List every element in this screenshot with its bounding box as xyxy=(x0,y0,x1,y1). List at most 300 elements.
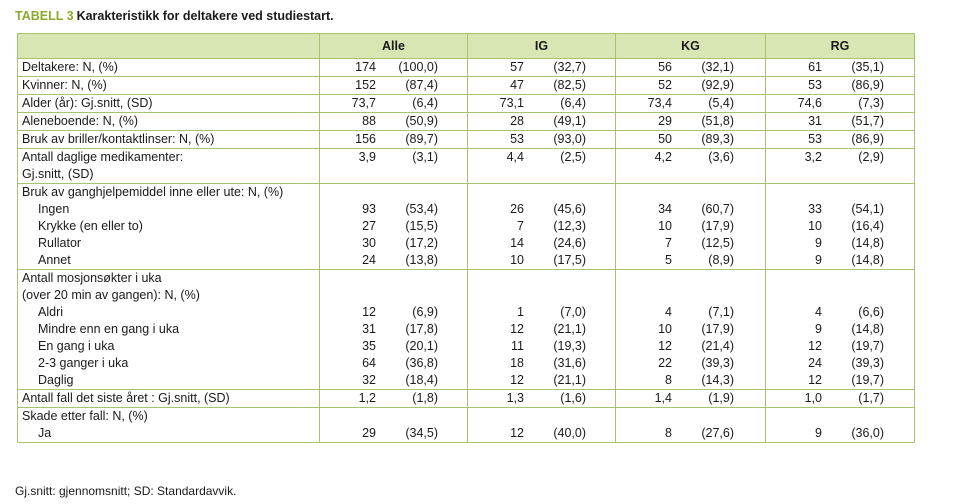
value-percent: (17,2) xyxy=(405,236,438,250)
value-pair xyxy=(324,218,463,235)
value-percent: (82,5) xyxy=(553,78,586,92)
value-percent: (14,8) xyxy=(851,236,884,250)
row-label-cell xyxy=(18,95,320,113)
table-row xyxy=(18,95,915,113)
value-pair xyxy=(620,113,761,130)
value-pair xyxy=(472,338,611,355)
value-cell xyxy=(766,270,915,390)
value-number: 22 xyxy=(658,356,672,370)
value-number: 1,0 xyxy=(804,391,822,405)
value-number: 12 xyxy=(808,373,822,387)
value-number: 29 xyxy=(362,426,376,440)
spacer-line xyxy=(620,270,761,287)
value-pair xyxy=(770,321,910,338)
value-number: 73,1 xyxy=(499,96,524,110)
value-number: 4,2 xyxy=(654,150,672,164)
value-percent: (51,7) xyxy=(851,114,884,128)
sub-label: Aldri xyxy=(38,305,64,319)
value-number: 35 xyxy=(362,339,376,353)
value-number: 1 xyxy=(517,305,524,319)
value-cell xyxy=(468,149,616,184)
table-row xyxy=(18,390,915,408)
value-number: 9 xyxy=(815,236,822,250)
value-number: 29 xyxy=(658,114,672,128)
value-cell xyxy=(320,184,468,270)
table-row xyxy=(18,149,915,184)
value-cell xyxy=(468,270,616,390)
value-number: 14 xyxy=(510,236,524,250)
value-number: 12 xyxy=(808,339,822,353)
value-percent: (21,1) xyxy=(553,322,586,336)
value-number: 30 xyxy=(362,236,376,250)
value-cell xyxy=(616,77,766,95)
row-label: Bruk av briller/kontaktlinser: N, (%) xyxy=(22,132,215,146)
value-percent: (6,4) xyxy=(412,96,438,110)
value-cell xyxy=(616,270,766,390)
value-pair xyxy=(620,201,761,218)
value-pair xyxy=(620,355,761,372)
table-row xyxy=(18,270,915,390)
value-number: 4,4 xyxy=(506,150,524,164)
table-title: Karakteristikk for deltakere ved studiestart. xyxy=(76,9,334,23)
spacer-line xyxy=(620,408,761,425)
value-percent: (21,1) xyxy=(553,373,586,387)
row-label: Skade etter fall: N, (%) xyxy=(22,409,148,423)
value-cell xyxy=(766,77,915,95)
value-pair xyxy=(324,201,463,218)
value-percent: (36,0) xyxy=(851,426,884,440)
value-percent: (1,8) xyxy=(412,391,438,405)
value-number: 53 xyxy=(510,132,524,146)
row-label-cell xyxy=(18,77,320,95)
table-row xyxy=(18,184,915,270)
header-cell-label xyxy=(18,34,320,59)
footnote: Gj.snitt: gjennomsnitt; SD: Standardavvik. xyxy=(15,484,237,498)
value-pair xyxy=(324,95,463,112)
value-cell xyxy=(766,390,915,408)
value-number: 18 xyxy=(510,356,524,370)
value-pair xyxy=(770,355,910,372)
value-percent: (13,8) xyxy=(405,253,438,267)
value-percent: (3,1) xyxy=(412,150,438,164)
row-label: Alder (år): Gj.snitt, (SD) xyxy=(22,96,153,110)
value-percent: (18,4) xyxy=(405,373,438,387)
row-label: Bruk av ganghjelpemiddel inne eller ute: N, (%) xyxy=(22,185,284,199)
value-percent: (40,0) xyxy=(553,426,586,440)
value-pair xyxy=(770,77,910,94)
value-number: 47 xyxy=(510,78,524,92)
value-number: 1,3 xyxy=(506,391,524,405)
value-pair xyxy=(620,372,761,389)
row-label: Antall fall det siste året : Gj.snitt, (SD) xyxy=(22,391,230,405)
value-number: 12 xyxy=(510,426,524,440)
value-pair xyxy=(620,338,761,355)
value-cell xyxy=(320,149,468,184)
value-pair xyxy=(770,372,910,389)
value-number: 7 xyxy=(665,236,672,250)
value-pair xyxy=(620,77,761,94)
value-percent: (31,6) xyxy=(553,356,586,370)
row-label: Deltakere: N, (%) xyxy=(22,60,118,74)
row-label-cell xyxy=(18,149,320,184)
value-cell xyxy=(468,95,616,113)
value-number: 10 xyxy=(658,219,672,233)
value-pair xyxy=(620,390,761,407)
header-cell-alle: Alle xyxy=(320,34,468,59)
value-number: 52 xyxy=(658,78,672,92)
value-pair xyxy=(472,59,611,76)
value-number: 26 xyxy=(510,202,524,216)
value-percent: (1,9) xyxy=(708,391,734,405)
value-pair xyxy=(472,425,611,442)
value-cell xyxy=(320,408,468,443)
value-number: 88 xyxy=(362,114,376,128)
value-percent: (6,9) xyxy=(412,305,438,319)
table-row xyxy=(18,59,915,77)
value-percent: (87,4) xyxy=(405,78,438,92)
spacer-line xyxy=(770,287,910,304)
value-pair xyxy=(620,218,761,235)
value-percent: (100,0) xyxy=(398,60,438,74)
value-cell xyxy=(766,113,915,131)
value-number: 12 xyxy=(510,322,524,336)
value-cell xyxy=(616,95,766,113)
row-label-cell xyxy=(18,408,320,443)
value-number: 64 xyxy=(362,356,376,370)
value-pair xyxy=(620,59,761,76)
row-label-cell xyxy=(18,59,320,77)
value-percent: (92,9) xyxy=(701,78,734,92)
value-pair xyxy=(472,131,611,148)
row-label-cell xyxy=(18,131,320,149)
value-cell xyxy=(616,131,766,149)
table-number: TABELL 3 xyxy=(15,9,74,23)
value-pair xyxy=(770,201,910,218)
value-percent: (32,1) xyxy=(701,60,734,74)
sub-label: Krykke (en eller to) xyxy=(38,219,143,233)
value-percent: (1,6) xyxy=(560,391,586,405)
value-percent: (36,8) xyxy=(405,356,438,370)
value-pair xyxy=(770,113,910,130)
value-percent: (6,4) xyxy=(560,96,586,110)
spacer-line xyxy=(472,184,611,201)
value-number: 53 xyxy=(808,132,822,146)
value-pair xyxy=(770,425,910,442)
value-number: 31 xyxy=(362,322,376,336)
value-pair xyxy=(324,149,463,166)
value-cell xyxy=(468,390,616,408)
value-percent: (7,0) xyxy=(560,305,586,319)
value-number: 4 xyxy=(815,305,822,319)
spacer-line xyxy=(620,287,761,304)
value-pair xyxy=(620,252,761,269)
value-pair xyxy=(472,149,611,166)
row-label-cell xyxy=(18,113,320,131)
value-percent: (17,9) xyxy=(701,322,734,336)
value-percent: (86,9) xyxy=(851,132,884,146)
value-percent: (20,1) xyxy=(405,339,438,353)
value-cell xyxy=(320,113,468,131)
value-percent: (19,3) xyxy=(553,339,586,353)
value-pair xyxy=(620,425,761,442)
value-percent: (3,6) xyxy=(708,150,734,164)
value-cell xyxy=(616,408,766,443)
value-number: 93 xyxy=(362,202,376,216)
value-percent: (2,5) xyxy=(560,150,586,164)
table-row xyxy=(18,77,915,95)
value-pair xyxy=(770,131,910,148)
spacer-line xyxy=(472,270,611,287)
value-pair xyxy=(620,321,761,338)
spacer-line xyxy=(770,270,910,287)
value-cell xyxy=(766,184,915,270)
value-percent: (2,9) xyxy=(858,150,884,164)
sub-label: Ingen xyxy=(38,202,70,216)
value-number: 10 xyxy=(510,253,524,267)
value-number: 1,2 xyxy=(358,391,376,405)
table-row xyxy=(18,131,915,149)
value-percent: (21,4) xyxy=(701,339,734,353)
value-pair xyxy=(472,321,611,338)
value-percent: (60,7) xyxy=(701,202,734,216)
value-percent: (89,7) xyxy=(405,132,438,146)
value-percent: (7,1) xyxy=(708,305,734,319)
value-number: 32 xyxy=(362,373,376,387)
value-cell xyxy=(766,149,915,184)
value-number: 57 xyxy=(510,60,524,74)
value-percent: (45,6) xyxy=(553,202,586,216)
value-pair xyxy=(620,235,761,252)
spacer-line xyxy=(324,408,463,425)
value-percent: (27,6) xyxy=(701,426,734,440)
value-pair xyxy=(620,95,761,112)
value-number: 24 xyxy=(362,253,376,267)
value-pair xyxy=(770,59,910,76)
value-number: 10 xyxy=(658,322,672,336)
sub-label: Daglig xyxy=(38,373,74,387)
value-number: 3,9 xyxy=(358,150,376,164)
spacer-line xyxy=(620,184,761,201)
value-number: 7 xyxy=(517,219,524,233)
value-cell xyxy=(320,59,468,77)
value-pair xyxy=(472,390,611,407)
row-label-cont: (over 20 min av gangen): N, (%) xyxy=(22,288,200,302)
value-number: 156 xyxy=(355,132,376,146)
value-percent: (19,7) xyxy=(851,339,884,353)
value-cell xyxy=(616,390,766,408)
value-pair xyxy=(324,235,463,252)
value-percent: (14,8) xyxy=(851,322,884,336)
value-pair xyxy=(472,355,611,372)
value-pair xyxy=(620,304,761,321)
value-pair xyxy=(472,304,611,321)
value-percent: (24,6) xyxy=(553,236,586,250)
value-percent: (54,1) xyxy=(851,202,884,216)
value-number: 74,6 xyxy=(797,96,822,110)
value-cell xyxy=(766,59,915,77)
value-percent: (50,9) xyxy=(405,114,438,128)
table-row xyxy=(18,408,915,443)
value-pair xyxy=(324,390,463,407)
value-pair xyxy=(324,372,463,389)
spacer-line xyxy=(324,184,463,201)
value-number: 61 xyxy=(808,60,822,74)
value-percent: (7,3) xyxy=(858,96,884,110)
value-cell xyxy=(616,59,766,77)
sub-label: En gang i uka xyxy=(38,339,115,353)
value-number: 152 xyxy=(355,78,376,92)
value-pair xyxy=(770,218,910,235)
value-pair xyxy=(472,235,611,252)
value-percent: (35,1) xyxy=(851,60,884,74)
value-cell xyxy=(616,149,766,184)
value-pair xyxy=(324,59,463,76)
value-pair xyxy=(324,321,463,338)
value-percent: (17,8) xyxy=(405,322,438,336)
value-pair xyxy=(770,304,910,321)
value-percent: (89,3) xyxy=(701,132,734,146)
value-number: 9 xyxy=(815,253,822,267)
row-label: Kvinner: N, (%) xyxy=(22,78,107,92)
value-pair xyxy=(770,338,910,355)
value-number: 3,2 xyxy=(804,150,822,164)
value-number: 12 xyxy=(658,339,672,353)
header-cell-kg: KG xyxy=(616,34,766,59)
value-pair xyxy=(472,252,611,269)
value-pair xyxy=(324,425,463,442)
value-percent: (14,8) xyxy=(851,253,884,267)
value-number: 53 xyxy=(808,78,822,92)
value-cell xyxy=(468,59,616,77)
table-row xyxy=(18,113,915,131)
spacer-line xyxy=(324,287,463,304)
value-percent: (19,7) xyxy=(851,373,884,387)
value-number: 8 xyxy=(665,426,672,440)
header-row xyxy=(18,34,915,59)
value-number: 34 xyxy=(658,202,672,216)
value-number: 4 xyxy=(665,305,672,319)
value-cell xyxy=(616,113,766,131)
value-cell xyxy=(320,77,468,95)
sub-label: Ja xyxy=(38,426,52,440)
value-percent: (17,5) xyxy=(553,253,586,267)
spacer-line xyxy=(770,408,910,425)
value-pair xyxy=(324,131,463,148)
value-percent: (16,4) xyxy=(851,219,884,233)
row-label: Aleneboende: N, (%) xyxy=(22,114,139,128)
value-percent: (14,3) xyxy=(701,373,734,387)
value-percent: (17,9) xyxy=(701,219,734,233)
value-percent: (12,5) xyxy=(701,236,734,250)
value-number: 174 xyxy=(355,60,376,74)
value-percent: (34,5) xyxy=(405,426,438,440)
value-number: 73,7 xyxy=(351,96,376,110)
value-percent: (39,3) xyxy=(851,356,884,370)
value-pair xyxy=(472,372,611,389)
spacer-line xyxy=(324,270,463,287)
value-number: 1,4 xyxy=(654,391,672,405)
value-pair xyxy=(770,95,910,112)
value-percent: (12,3) xyxy=(553,219,586,233)
value-percent: (39,3) xyxy=(701,356,734,370)
value-number: 8 xyxy=(665,373,672,387)
sub-label: Rullator xyxy=(38,236,82,250)
value-number: 9 xyxy=(815,426,822,440)
value-number: 5 xyxy=(665,253,672,267)
value-pair xyxy=(324,77,463,94)
value-pair xyxy=(472,95,611,112)
value-number: 10 xyxy=(808,219,822,233)
header-cell-rg: RG xyxy=(766,34,915,59)
row-label: Antall daglige medikamenter: xyxy=(22,150,184,164)
value-cell xyxy=(468,408,616,443)
sub-label: 2-3 ganger i uka xyxy=(38,356,129,370)
value-cell xyxy=(468,77,616,95)
spacer-line xyxy=(770,184,910,201)
value-cell xyxy=(766,95,915,113)
row-label-cell xyxy=(18,270,320,390)
sub-label: Annet xyxy=(38,253,71,267)
value-number: 33 xyxy=(808,202,822,216)
table-body xyxy=(18,59,915,443)
value-percent: (51,8) xyxy=(701,114,734,128)
value-percent: (32,7) xyxy=(553,60,586,74)
value-percent: (8,9) xyxy=(708,253,734,267)
value-pair xyxy=(770,149,910,166)
value-cell xyxy=(468,184,616,270)
value-cell xyxy=(320,270,468,390)
spacer-line xyxy=(472,287,611,304)
value-percent: (86,9) xyxy=(851,78,884,92)
row-label-cont: Gj.snitt, (SD) xyxy=(22,167,94,181)
value-pair xyxy=(620,131,761,148)
value-pair xyxy=(324,355,463,372)
value-percent: (15,5) xyxy=(405,219,438,233)
spacer-line xyxy=(472,408,611,425)
value-number: 28 xyxy=(510,114,524,128)
value-pair xyxy=(324,113,463,130)
value-cell xyxy=(320,131,468,149)
value-cell xyxy=(616,184,766,270)
table-caption xyxy=(15,9,334,23)
value-number: 27 xyxy=(362,219,376,233)
row-label-cell xyxy=(18,184,320,270)
value-pair xyxy=(770,390,910,407)
value-pair xyxy=(770,235,910,252)
value-percent: (53,4) xyxy=(405,202,438,216)
value-percent: (93,0) xyxy=(553,132,586,146)
value-number: 9 xyxy=(815,322,822,336)
value-number: 31 xyxy=(808,114,822,128)
value-pair xyxy=(472,201,611,218)
row-label-cell xyxy=(18,390,320,408)
value-percent: (5,4) xyxy=(708,96,734,110)
value-cell xyxy=(320,390,468,408)
value-number: 24 xyxy=(808,356,822,370)
value-percent: (1,7) xyxy=(858,391,884,405)
value-pair xyxy=(324,338,463,355)
value-cell xyxy=(766,131,915,149)
value-number: 12 xyxy=(510,373,524,387)
value-percent: (6,6) xyxy=(858,305,884,319)
value-number: 12 xyxy=(362,305,376,319)
value-cell xyxy=(766,408,915,443)
value-percent: (49,1) xyxy=(553,114,586,128)
value-number: 11 xyxy=(511,339,524,353)
value-pair xyxy=(472,113,611,130)
value-number: 56 xyxy=(658,60,672,74)
value-number: 50 xyxy=(658,132,672,146)
